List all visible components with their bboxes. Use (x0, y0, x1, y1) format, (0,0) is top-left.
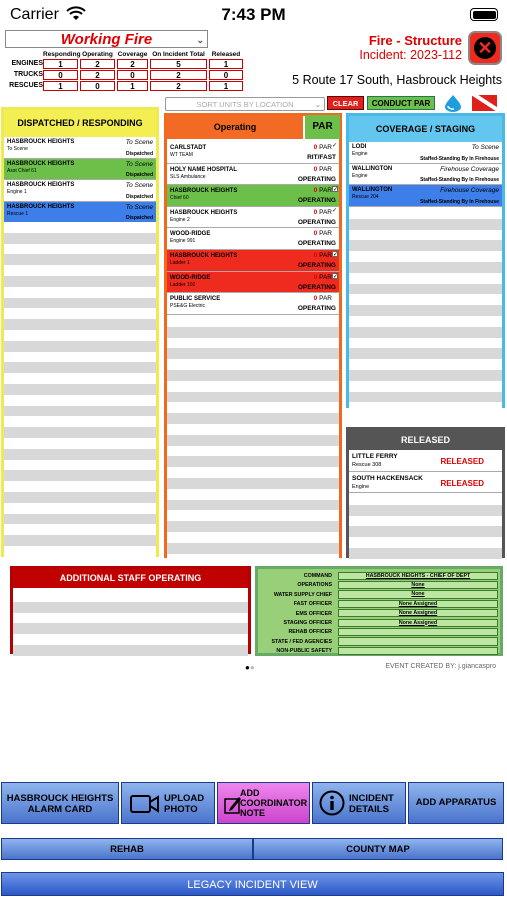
note-label-3: NOTE (240, 808, 266, 818)
count-cell: 1 (117, 81, 148, 91)
empty-row (4, 287, 156, 298)
released-title: RELEASED (349, 430, 502, 450)
count-cell: 0 (43, 70, 78, 80)
empty-row (4, 406, 156, 417)
empty-row (349, 316, 502, 327)
command-role-label: FAST OFFICER (293, 601, 332, 608)
empty-row (4, 535, 156, 546)
command-role-row[interactable] (258, 609, 500, 618)
incident-number: Incident: 2023-112 (359, 48, 462, 62)
empty-row (13, 602, 248, 613)
par-checkbox[interactable] (332, 294, 338, 300)
upload-label-1: UPLOAD (164, 793, 205, 804)
par-count: 0 (313, 252, 318, 259)
unit-staffing: Staffed-Standing By In Firehouse (420, 198, 499, 205)
empty-row (349, 327, 502, 338)
empty-row (4, 384, 156, 395)
empty-row (349, 273, 502, 284)
empty-row (167, 370, 339, 381)
empty-row (167, 456, 339, 467)
chevron-down-icon: ⌄ (314, 100, 321, 109)
command-role-label: EMS OFFICER (295, 610, 332, 617)
par-status: 0 PAR (313, 273, 332, 281)
carrier-label: Carrier (10, 6, 59, 23)
info-icon (319, 790, 345, 816)
empty-row (4, 330, 156, 341)
empty-row (4, 492, 156, 503)
legacy-incident-view-button[interactable]: LEGACY INCIDENT VIEW (1, 872, 504, 896)
empty-row (349, 284, 502, 295)
count-cell: 2 (150, 70, 207, 80)
unit-dispatch-state: Dispatched (126, 193, 153, 200)
unit-designation: PSE&G Electric (170, 303, 206, 310)
empty-row (4, 449, 156, 460)
unit-name: WOOD-RIDGE (170, 274, 211, 281)
command-role-value[interactable] (338, 637, 498, 645)
empty-row (4, 341, 156, 352)
empty-row (349, 262, 502, 273)
upload-label-2: PHOTO (164, 804, 198, 815)
command-role-row[interactable] (258, 590, 500, 599)
unit-status: OPERATING (297, 262, 336, 269)
empty-row (4, 524, 156, 535)
par-checkbox[interactable] (332, 165, 338, 171)
unit-designation: Rescue 308 (352, 462, 382, 468)
tab-operating[interactable]: Operating (167, 115, 303, 139)
empty-row (349, 537, 502, 548)
incident-address: 5 Route 17 South, Hasbrouck Heights (292, 73, 502, 87)
unit-dispatch-state: Dispatched (126, 172, 153, 179)
count-cell: 1 (43, 81, 78, 91)
released-unit[interactable] (349, 450, 502, 472)
empty-row (349, 392, 502, 403)
released-unit[interactable] (349, 472, 502, 494)
empty-row (167, 510, 339, 521)
empty-row (349, 494, 502, 505)
command-role-value[interactable]: None (338, 581, 498, 589)
count-column-header: Responding (43, 51, 81, 58)
count-cell: 5 (150, 59, 207, 69)
unit-name: HASBROUCK HEIGHTS (7, 160, 75, 167)
unit-status: To Scene (125, 182, 153, 190)
empty-row (4, 352, 156, 363)
unit-designation: Ladder 102 (170, 281, 196, 288)
empty-row (167, 489, 339, 500)
empty-row (4, 503, 156, 514)
par-count: 0 (313, 187, 318, 195)
unit-designation: Chief 60 (170, 195, 189, 202)
unit-name: WALLINGTON (352, 187, 393, 194)
unit-name: WALLINGTON (352, 165, 393, 172)
empty-row (13, 645, 248, 656)
unit-designation: Ladder 1 (170, 260, 190, 266)
unit-designation: Engine (352, 151, 368, 157)
unit-dispatch-state: Dispatched (126, 150, 153, 157)
par-status: 0 PAR (313, 208, 332, 216)
empty-row (349, 251, 502, 262)
empty-row (4, 427, 156, 438)
close-incident-button[interactable] (468, 31, 502, 65)
empty-row (349, 305, 502, 316)
empty-row (349, 402, 502, 413)
status-bar (0, 0, 507, 30)
command-role-row[interactable] (258, 599, 500, 608)
empty-row (167, 316, 339, 327)
empty-row (349, 219, 502, 230)
alarm-card-label-2: ALARM CARD (27, 804, 93, 815)
empty-row (167, 348, 339, 359)
dispatched-empty-rows (4, 222, 156, 554)
empty-row (349, 370, 502, 381)
operating-unit[interactable] (167, 207, 339, 229)
event-created-by: EVENT CREATED BY: j.giancaspro (385, 663, 496, 670)
count-row-label: TRUCKS (13, 71, 43, 78)
dispatched-title: DISPATCHED / RESPONDING (4, 110, 156, 137)
empty-row (4, 319, 156, 330)
empty-row (167, 500, 339, 511)
unit-dispatch-state: Dispatched (126, 215, 153, 222)
unit-status: OPERATING (297, 175, 336, 183)
empty-row (349, 359, 502, 370)
empty-row (13, 591, 248, 602)
unit-counts-table (3, 51, 243, 95)
details-label-1: INCIDENT (349, 793, 394, 804)
coverage-unit[interactable] (349, 185, 502, 207)
dispatched-unit-list (4, 137, 156, 223)
empty-row (167, 554, 339, 565)
unit-status: OPERATING (297, 305, 336, 313)
coverage-panel (346, 113, 505, 408)
count-cell: 0 (209, 70, 243, 80)
command-role-label: NON-PUBLIC SAFETY (276, 648, 332, 655)
count-cell: 2 (80, 70, 115, 80)
par-status: 0 PAR (313, 252, 332, 259)
unit-name: PUBLIC SERVICE (170, 296, 221, 303)
command-role-row[interactable] (258, 637, 500, 646)
empty-row (349, 230, 502, 241)
par-status: 0 PAR (313, 165, 332, 173)
empty-row (4, 244, 156, 255)
empty-row (167, 402, 339, 413)
empty-row (167, 392, 339, 403)
empty-row (167, 359, 339, 370)
command-role-value[interactable]: HASBROUCK HEIGHTS - CHIEF OF DEPT (338, 572, 498, 580)
count-cell: 1 (43, 59, 78, 69)
command-role-label: REHAB OFFICER (288, 629, 332, 636)
operating-empty-rows (167, 316, 339, 555)
dispatched-unit[interactable] (4, 159, 156, 181)
empty-row (4, 460, 156, 471)
operating-unit[interactable] (167, 293, 339, 315)
unit-designation: SLS Ambulance (170, 173, 206, 180)
par-count: 0 (313, 230, 318, 238)
par-checkbox[interactable]: ✓ (333, 273, 339, 280)
details-label-2: DETAILS (349, 804, 389, 815)
county-map-button[interactable]: COUNTY MAP (253, 838, 503, 860)
empty-row (167, 327, 339, 338)
operating-unit[interactable] (167, 272, 339, 294)
alarm-card-button[interactable] (1, 782, 119, 824)
unit-name: LITTLE FERRY (352, 453, 398, 460)
empty-row (4, 373, 156, 384)
empty-row (349, 338, 502, 349)
command-role-value[interactable] (338, 647, 498, 655)
released-empty-rows (349, 494, 502, 555)
page-indicator[interactable]: ●● (245, 663, 255, 672)
par-count: 0 (313, 208, 318, 216)
command-role-label: WATER SUPPLY CHIEF (273, 591, 332, 598)
incident-select-value: Working Fire (60, 31, 153, 48)
unit-name: HASBROUCK HEIGHTS (170, 253, 238, 259)
empty-row (167, 532, 339, 543)
empty-row (4, 254, 156, 265)
empty-row (167, 413, 339, 424)
empty-row (4, 395, 156, 406)
unit-name: HASBROUCK HEIGHTS (7, 139, 75, 145)
unit-status: OPERATING (297, 283, 336, 291)
empty-row (349, 548, 502, 559)
chevron-down-icon: ⌄ (196, 35, 204, 45)
empty-row (167, 381, 339, 392)
status-time: 7:43 PM (221, 5, 286, 24)
unit-status: To Scene (471, 144, 499, 151)
note-label-2: COORDINATOR (240, 798, 308, 808)
unit-status: Firehouse Coverage (440, 165, 499, 173)
operating-unit[interactable] (167, 228, 339, 250)
dispatched-panel (1, 107, 159, 557)
command-role-row[interactable] (258, 618, 500, 627)
empty-row (167, 435, 339, 446)
unit-staffing: Staffed-Standing By In Firehouse (420, 155, 499, 162)
sort-units-select[interactable] (165, 97, 325, 111)
empty-row (4, 481, 156, 492)
unit-designation: Engine (352, 172, 368, 179)
command-role-label: STATE / FED AGENCIES (271, 638, 332, 645)
empty-row (4, 233, 156, 244)
empty-row (13, 613, 248, 624)
par-status: 0 PAR (313, 144, 332, 151)
par-count: 0 (313, 295, 318, 303)
empty-row (349, 505, 502, 516)
par-status: 0 PAR (313, 187, 332, 195)
empty-row (349, 348, 502, 359)
empty-row (349, 208, 502, 219)
par-count: 0 (313, 273, 318, 281)
count-row-label: RESCUES (9, 82, 43, 89)
unit-designation: WT TEAM (170, 152, 193, 158)
command-role-label: COMMAND (303, 573, 332, 579)
empty-row (4, 276, 156, 287)
empty-row (349, 526, 502, 537)
par-count: 0 (313, 165, 318, 173)
unit-name: HASBROUCK HEIGHTS (7, 182, 75, 189)
tab-par[interactable]: PAR (305, 115, 340, 139)
incident-details-button[interactable] (312, 782, 406, 824)
command-role-row[interactable] (258, 571, 500, 580)
par-status: 0 PAR (313, 230, 332, 238)
additional-staff-title: ADDITIONAL STAFF OPERATING (13, 569, 248, 588)
count-column-header: Operating (82, 51, 113, 58)
unit-designation: Engine 1 (7, 189, 27, 196)
count-cell: 1 (209, 81, 243, 91)
unit-status: OPERATING (297, 218, 336, 226)
count-column-header: On Incident Total (152, 51, 205, 58)
unit-status: OPERATING (297, 240, 336, 248)
command-role-label: OPERATIONS (297, 582, 332, 589)
unit-designation: Rescue 1 (7, 210, 29, 217)
unit-name: CARLSTADT (170, 145, 207, 151)
count-column-header: Coverage (117, 51, 148, 58)
par-count: 0 (313, 144, 318, 151)
upload-photo-button[interactable] (121, 782, 215, 824)
unit-designation: To Scene (7, 146, 28, 152)
close-icon: ✕ (474, 37, 496, 59)
released-status: RELEASED (440, 457, 484, 466)
par-checkbox[interactable]: ✓ (332, 207, 338, 214)
empty-row (4, 265, 156, 276)
add-coordinator-note-button[interactable] (217, 782, 310, 824)
camera-icon (130, 793, 160, 815)
operating-panel (164, 113, 342, 558)
count-cell: 2 (80, 59, 115, 69)
empty-row (167, 338, 339, 349)
unit-designation: Engine 991 (170, 238, 196, 245)
dispatched-unit[interactable] (4, 137, 156, 159)
unit-name: SOUTH HACKENSACK (352, 474, 423, 482)
unit-name: LODI (352, 144, 367, 150)
incident-type: Fire - Structure (368, 33, 462, 48)
rehab-button[interactable]: REHAB (1, 838, 253, 860)
empty-row (4, 514, 156, 525)
coverage-empty-rows (349, 208, 502, 405)
unit-staffing: Staffed-Standing By In Firehouse (420, 177, 499, 184)
command-role-row[interactable] (258, 580, 500, 589)
command-role-label: STAGING OFFICER (283, 620, 332, 626)
alarm-card-label-1: HASBROUCK HEIGHTS (6, 793, 114, 804)
empty-row (167, 543, 339, 554)
unit-name: WOOD-RIDGE (170, 231, 211, 238)
empty-row (4, 362, 156, 373)
staff-empty-rows (13, 591, 248, 651)
empty-row (349, 381, 502, 392)
count-row-label: ENGINES (11, 60, 43, 67)
coverage-unit[interactable] (349, 142, 502, 164)
unit-status: To Scene (125, 203, 153, 211)
empty-row (349, 240, 502, 251)
operating-unit[interactable] (167, 164, 339, 186)
incident-select[interactable] (5, 30, 208, 48)
command-role-row[interactable] (258, 646, 500, 655)
command-role-value[interactable]: None Assigned (338, 619, 498, 627)
battery-icon (470, 8, 498, 21)
water-drop-icon[interactable] (442, 94, 464, 112)
par-checkbox[interactable]: ✓ (332, 143, 338, 149)
command-role-value[interactable]: None Assigned (338, 609, 498, 617)
released-status: RELEASED (440, 478, 484, 488)
additional-staff-panel (10, 566, 251, 654)
empty-row (13, 623, 248, 634)
unit-name: HASBROUCK HEIGHTS (7, 203, 75, 210)
operating-unit[interactable] (167, 185, 339, 207)
empty-row (349, 516, 502, 527)
operating-unit[interactable] (167, 142, 339, 164)
empty-row (349, 294, 502, 305)
empty-row (4, 298, 156, 309)
add-apparatus-button[interactable]: ADD APPARATUS (408, 782, 504, 824)
count-cell: 0 (80, 81, 115, 91)
dispatched-unit[interactable] (4, 202, 156, 224)
empty-row (167, 478, 339, 489)
unit-designation: Engine 2 (170, 216, 190, 223)
empty-row (167, 446, 339, 457)
command-role-row[interactable] (258, 627, 500, 636)
operating-unit[interactable] (167, 250, 339, 272)
par-checkbox[interactable]: ✓ (333, 252, 339, 258)
unit-designation: Engine (352, 483, 370, 490)
unit-name: HASBROUCK HEIGHTS (170, 188, 238, 195)
empty-row (4, 416, 156, 427)
unit-status: Firehouse Coverage (440, 187, 499, 195)
empty-row (167, 467, 339, 478)
count-column-header: Released (211, 51, 241, 58)
dispatched-unit[interactable] (4, 180, 156, 202)
sort-units-placeholder: SORT UNITS BY LOCATION (196, 100, 294, 109)
empty-row (4, 308, 156, 319)
unit-status: To Scene (125, 139, 153, 146)
count-cell: 2 (150, 81, 207, 91)
clear-button[interactable]: CLEAR (327, 96, 364, 110)
note-label-1: ADD (240, 788, 260, 798)
empty-row (13, 634, 248, 645)
command-structure-panel (255, 566, 503, 656)
count-cell: 1 (209, 59, 243, 69)
unit-status: OPERATING (297, 197, 336, 205)
empty-row (4, 470, 156, 481)
diver-flag-icon[interactable] (472, 95, 497, 111)
coverage-unit[interactable] (349, 164, 502, 186)
empty-row (167, 424, 339, 435)
par-status: 0 PAR (313, 295, 332, 303)
empty-row (4, 438, 156, 449)
par-checkbox[interactable] (332, 229, 338, 235)
empty-row (167, 521, 339, 532)
count-cell: 2 (117, 59, 148, 69)
coverage-title: COVERAGE / STAGING (349, 116, 502, 142)
unit-name: HOLY NAME HOSPITAL (170, 166, 237, 173)
unit-designation: Rescue 204 (352, 194, 379, 201)
empty-row (4, 546, 156, 557)
conduct-par-button[interactable]: CONDUCT PAR (367, 96, 435, 110)
unit-name: HASBROUCK HEIGHTS (170, 209, 238, 216)
unit-designation: Asst Chief 61 (7, 167, 37, 174)
unit-status: To Scene (125, 160, 153, 168)
unit-status: RIT/FAST (307, 154, 336, 161)
command-role-value[interactable] (338, 628, 498, 636)
par-checkbox[interactable]: ✓ (333, 187, 339, 194)
released-panel (346, 427, 505, 558)
command-role-value[interactable]: None (338, 590, 498, 598)
command-role-value[interactable]: None Assigned (338, 600, 498, 608)
count-cell: 0 (117, 70, 148, 80)
empty-row (4, 222, 156, 233)
